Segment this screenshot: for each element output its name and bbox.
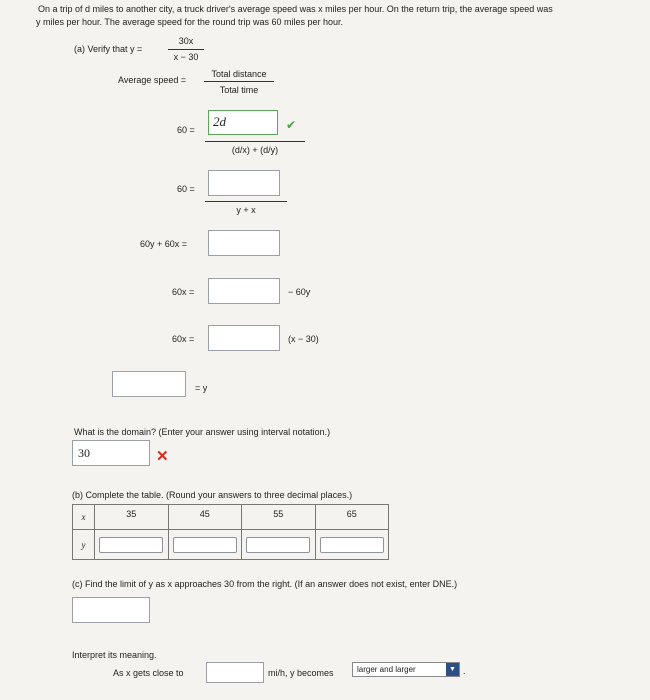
values-table [72, 504, 389, 560]
eq2-lhs: 60 = [177, 184, 195, 194]
eq1-frac-bar [205, 141, 305, 142]
check-icon: ✔ [286, 118, 297, 132]
eq2-den: y + x [236, 205, 256, 215]
eq2-input[interactable] [208, 170, 280, 196]
domain-input-value: 30 [78, 446, 90, 460]
table-header-y: y [73, 530, 95, 560]
table-y-cell [242, 530, 316, 560]
table-y-cell [95, 530, 169, 560]
dropdown-arrow-icon[interactable]: ▼ [446, 663, 459, 676]
eq3-input[interactable] [208, 230, 280, 256]
table-y-input[interactable] [320, 537, 384, 553]
eq3-lhs: 60y + 60x = [140, 239, 188, 249]
units-label: mi/h, y becomes [268, 668, 334, 678]
eq6-suffix: = y [195, 383, 208, 393]
eq2-frac-bar [205, 201, 287, 202]
avg-frac-bar [204, 81, 274, 82]
table-y-input[interactable] [99, 537, 163, 553]
sentence-period: . [463, 666, 466, 676]
eq1-input-value: 2d [213, 114, 226, 129]
table-row-y [73, 530, 389, 560]
part-c-label: (c) Find the limit of y as x approaches 30 from the right. (If an answer does not exist, enter DNE.) [72, 579, 458, 589]
behavior-select-value: larger and larger [357, 665, 416, 674]
eq6-input[interactable] [112, 371, 186, 397]
table-y-cell [315, 530, 389, 560]
verify-frac-den: x − 30 [173, 52, 199, 62]
problem-text-line1: On a trip of d miles to another city, a truck driver's average speed was x miles per hour. On the return trip, the average speed was [38, 4, 553, 14]
table-y-cell [168, 530, 242, 560]
eq4-lhs: 60x = [172, 287, 195, 297]
avg-den: Total time [219, 85, 259, 95]
eq5-input[interactable] [208, 325, 280, 351]
eq1-input[interactable] [208, 110, 278, 135]
incorrect-icon: ✕ [156, 448, 169, 465]
limit-input[interactable] [72, 597, 150, 623]
verify-frac-num: 30x [178, 36, 194, 46]
eq1-den: (d/x) + (d/y) [231, 145, 279, 155]
part-b-label: (b) Complete the table. (Round your answers to three decimal places.) [72, 490, 353, 500]
table-y-input[interactable] [246, 537, 310, 553]
table-x-cell: 45 [168, 505, 242, 530]
table-y-input[interactable] [173, 537, 237, 553]
as-x-label: As x gets close to [113, 668, 184, 678]
table-x-cell: 35 [95, 505, 169, 530]
interpret-label: Interpret its meaning. [72, 650, 157, 660]
behavior-select[interactable] [352, 662, 460, 677]
avg-speed-label: Average speed = [118, 75, 187, 85]
verify-frac-bar [168, 49, 204, 50]
table-header-x: x [73, 505, 95, 530]
eq1-lhs: 60 = [177, 125, 195, 135]
table-row-x [73, 505, 389, 530]
table-x-cell: 65 [315, 505, 389, 530]
eq4-suffix: − 60y [288, 287, 311, 297]
approach-input[interactable] [206, 662, 264, 683]
table-x-cell: 55 [242, 505, 316, 530]
domain-input[interactable] [72, 440, 150, 466]
eq4-input[interactable] [208, 278, 280, 304]
avg-num: Total distance [211, 69, 267, 79]
eq5-lhs: 60x = [172, 334, 195, 344]
problem-text-line2: y miles per hour. The average speed for the round trip was 60 miles per hour. [36, 17, 344, 27]
eq5-suffix: (x − 30) [288, 334, 319, 344]
domain-question: What is the domain? (Enter your answer using interval notation.) [74, 427, 331, 437]
part-a-label: (a) Verify that y = [74, 44, 143, 54]
